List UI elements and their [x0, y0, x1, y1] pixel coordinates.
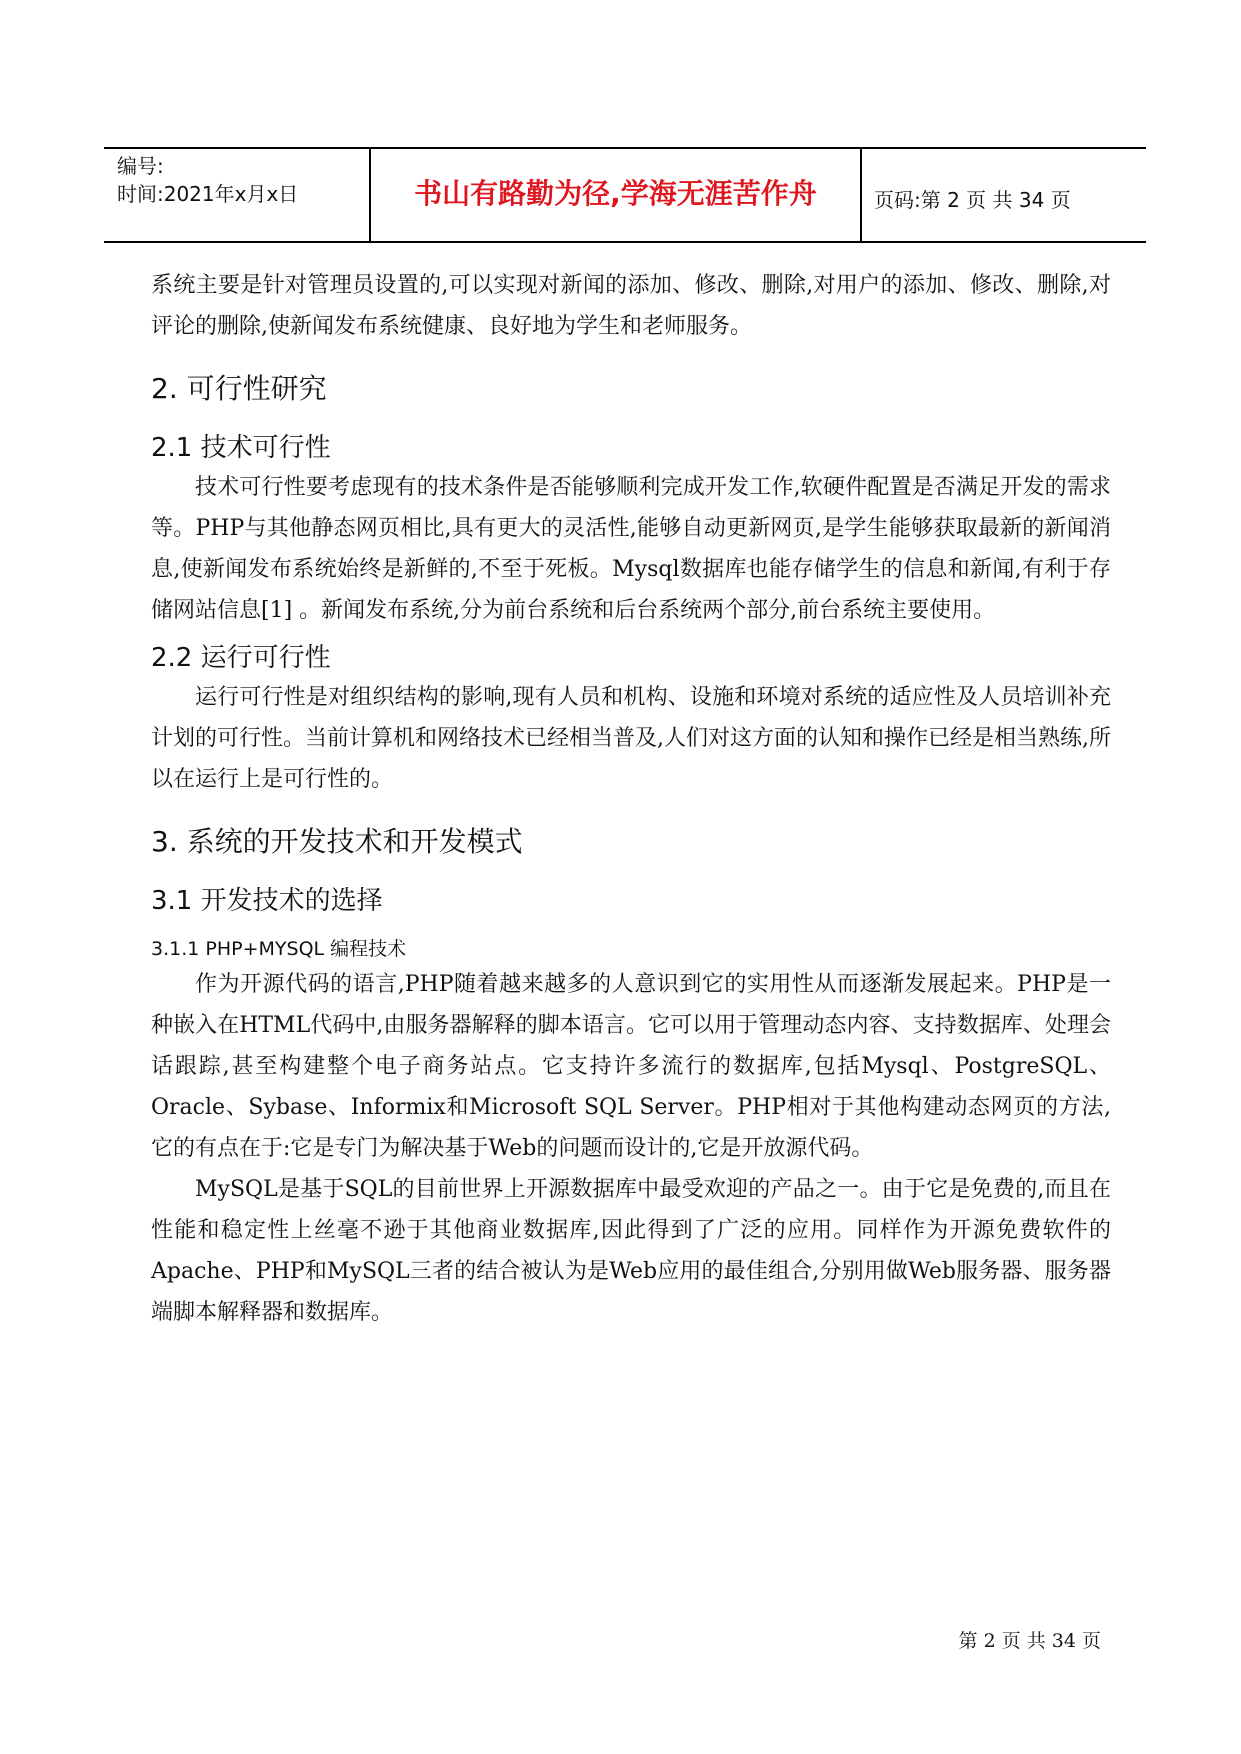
header-page-number: 页码:第 2 页 共 34 页: [874, 188, 1071, 212]
header-bottom-rule: [104, 241, 1146, 243]
intro-paragraph: 系统主要是针对管理员设置的,可以实现对新闻的添加、修改、删除,对用户的添加、修改、删除,对评论的删除,使新闻发布系统健康、良好地为学生和老师服务。: [151, 273, 1111, 339]
page-footer: 第 2 页 共 34 页: [958, 1630, 1101, 1652]
section-2-1-heading: 2.1 技术可行性: [151, 433, 331, 463]
section-3-1-heading: 3.1 开发技术的选择: [151, 886, 383, 916]
document-number-label: 编号:: [117, 154, 164, 178]
section-3-heading: 3. 系统的开发技术和开发模式: [151, 825, 523, 858]
header-divider-left: [369, 147, 371, 243]
section-3-1-1-heading: 3.1.1 PHP+MYSQL 编程技术: [151, 938, 407, 960]
header-info: [117, 152, 298, 208]
header-top-rule: [104, 147, 1146, 149]
header-motto: 书山有路勤为径,学海无涯苦作舟: [414, 177, 817, 210]
header-divider-right: [860, 147, 862, 243]
section-2-1-paragraph: 技术可行性要考虑现有的技术条件是否能够顺利完成开发工作,软硬件配置是否满足开发的需求等。PHP与其他静态网页相比,具有更大的灵活性,能够自动更新网页,是学生能够获取最新的新闻消息,使新闻发布系统始终是新鲜的,不至于死板。Mysql数据库也能存储学生的信息和新闻,有利于存储网站信息[1] 。新闻发布系统,分为前台系统和后台系统两个部分,前台系统主要使用。: [151, 475, 1111, 623]
document-time-label: 时间:2021年x月x日: [117, 182, 299, 206]
section-2-2-heading: 2.2 运行可行性: [151, 643, 331, 673]
section-2-2-paragraph: 运行可行性是对组织结构的影响,现有人员和机构、设施和环境对系统的适应性及人员培训补充计划的可行性。当前计算机和网络技术已经相当普及,人们对这方面的认知和操作已经是相当熟练,所以在运行上是可行性的。: [151, 685, 1111, 792]
section-3-1-1-paragraph-1: 作为开源代码的语言,PHP随着越来越多的人意识到它的实用性从而逐渐发展起来。PHP是一种嵌入在HTML代码中,由服务器解释的脚本语言。它可以用于管理动态内容、支持数据库、处理会话跟踪,甚至构建整个电子商务站点。它支持许多流行的数据库,包括Mysql、PostgreSQL、Oracle、Sybase、Informix和Microsoft SQL Server。PHP相对于其他构建动态网页的方法,它的有点在于:它是专门为解决基于Web的问题而设计的,它是开放源代码。: [151, 972, 1111, 1161]
section-3-1-1-paragraph-2: MySQL是基于SQL的目前世界上开源数据库中最受欢迎的产品之一。由于它是免费的,而且在性能和稳定性上丝毫不逊于其他商业数据库,因此得到了广泛的应用。同样作为开源免费软件的Apache、PHP和MySQL三者的结合被认为是Web应用的最佳组合,分别用做Web服务器、服务器端脚本解释器和数据库。: [151, 1177, 1111, 1325]
document-body: [151, 265, 1111, 1333]
section-2-heading: 2. 可行性研究: [151, 372, 327, 405]
